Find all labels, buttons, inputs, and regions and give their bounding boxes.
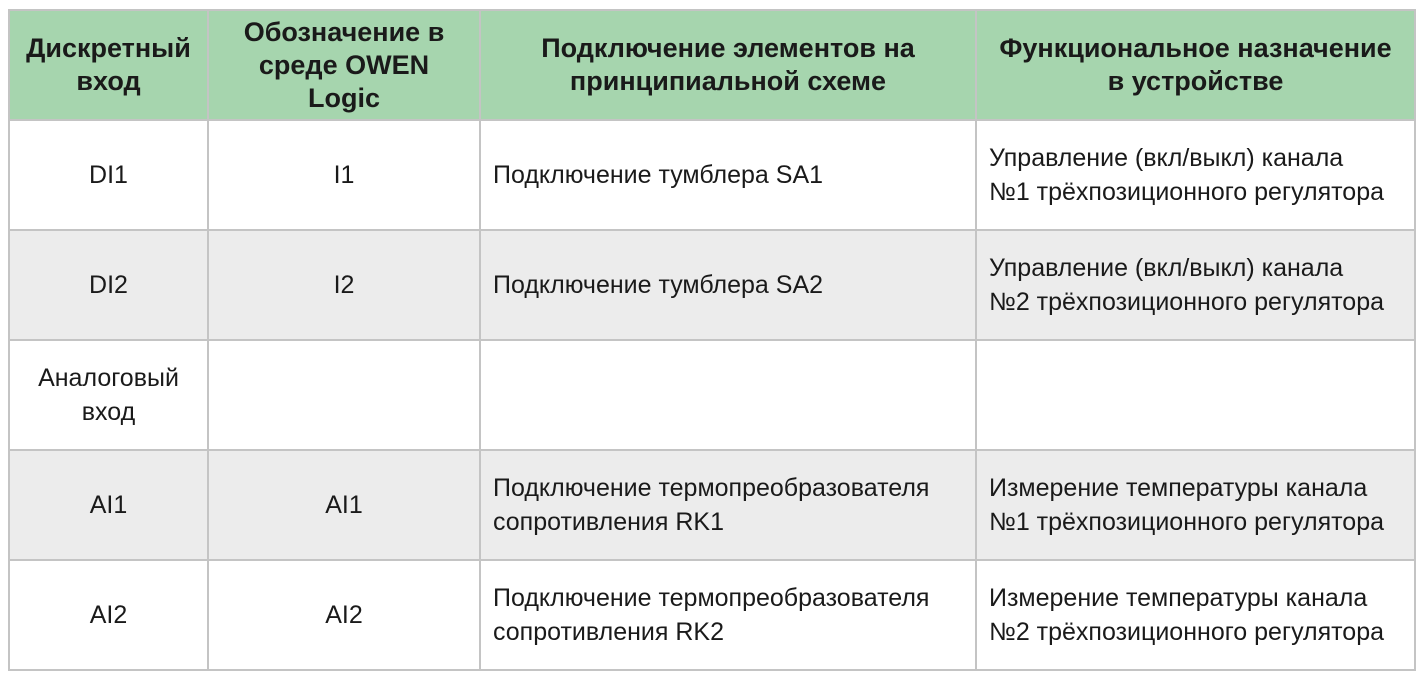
header-owen-logic-designation: Обозначение в среде OWEN Logic <box>208 10 480 120</box>
cell-function: Управление (вкл/выкл) канала №2 трёхпозиционного регулятора <box>976 230 1415 340</box>
io-assignment-table <box>8 9 1416 671</box>
header-schematic-connection: Подключение элементов на принципиальной схеме <box>480 10 976 120</box>
cell-input: DI2 <box>9 230 208 340</box>
cell-input: AI1 <box>9 450 208 560</box>
cell-input: AI2 <box>9 560 208 670</box>
cell-designation: I1 <box>208 120 480 230</box>
cell-connection: Подключение тумблера SA1 <box>480 120 976 230</box>
table-row <box>9 230 1415 340</box>
header-function: Функциональное назначение в устройстве <box>976 10 1415 120</box>
cell-connection <box>480 340 976 450</box>
cell-designation: AI1 <box>208 450 480 560</box>
cell-connection: Подключение термопреобразователя сопротивления RK1 <box>480 450 976 560</box>
header-discrete-input: Дискретный вход <box>9 10 208 120</box>
table-header-row <box>9 10 1415 120</box>
cell-designation: AI2 <box>208 560 480 670</box>
table-row <box>9 450 1415 560</box>
cell-function <box>976 340 1415 450</box>
cell-designation: I2 <box>208 230 480 340</box>
table-row <box>9 120 1415 230</box>
cell-input: DI1 <box>9 120 208 230</box>
table-row <box>9 340 1415 450</box>
cell-function: Измерение температуры канала №2 трёхпозиционного регулятора <box>976 560 1415 670</box>
table-row <box>9 560 1415 670</box>
cell-input: Аналоговый вход <box>9 340 208 450</box>
cell-connection: Подключение тумблера SA2 <box>480 230 976 340</box>
cell-function: Измерение температуры канала №1 трёхпозиционного регулятора <box>976 450 1415 560</box>
cell-designation <box>208 340 480 450</box>
cell-function: Управление (вкл/выкл) канала №1 трёхпозиционного регулятора <box>976 120 1415 230</box>
cell-connection: Подключение термопреобразователя сопротивления RK2 <box>480 560 976 670</box>
